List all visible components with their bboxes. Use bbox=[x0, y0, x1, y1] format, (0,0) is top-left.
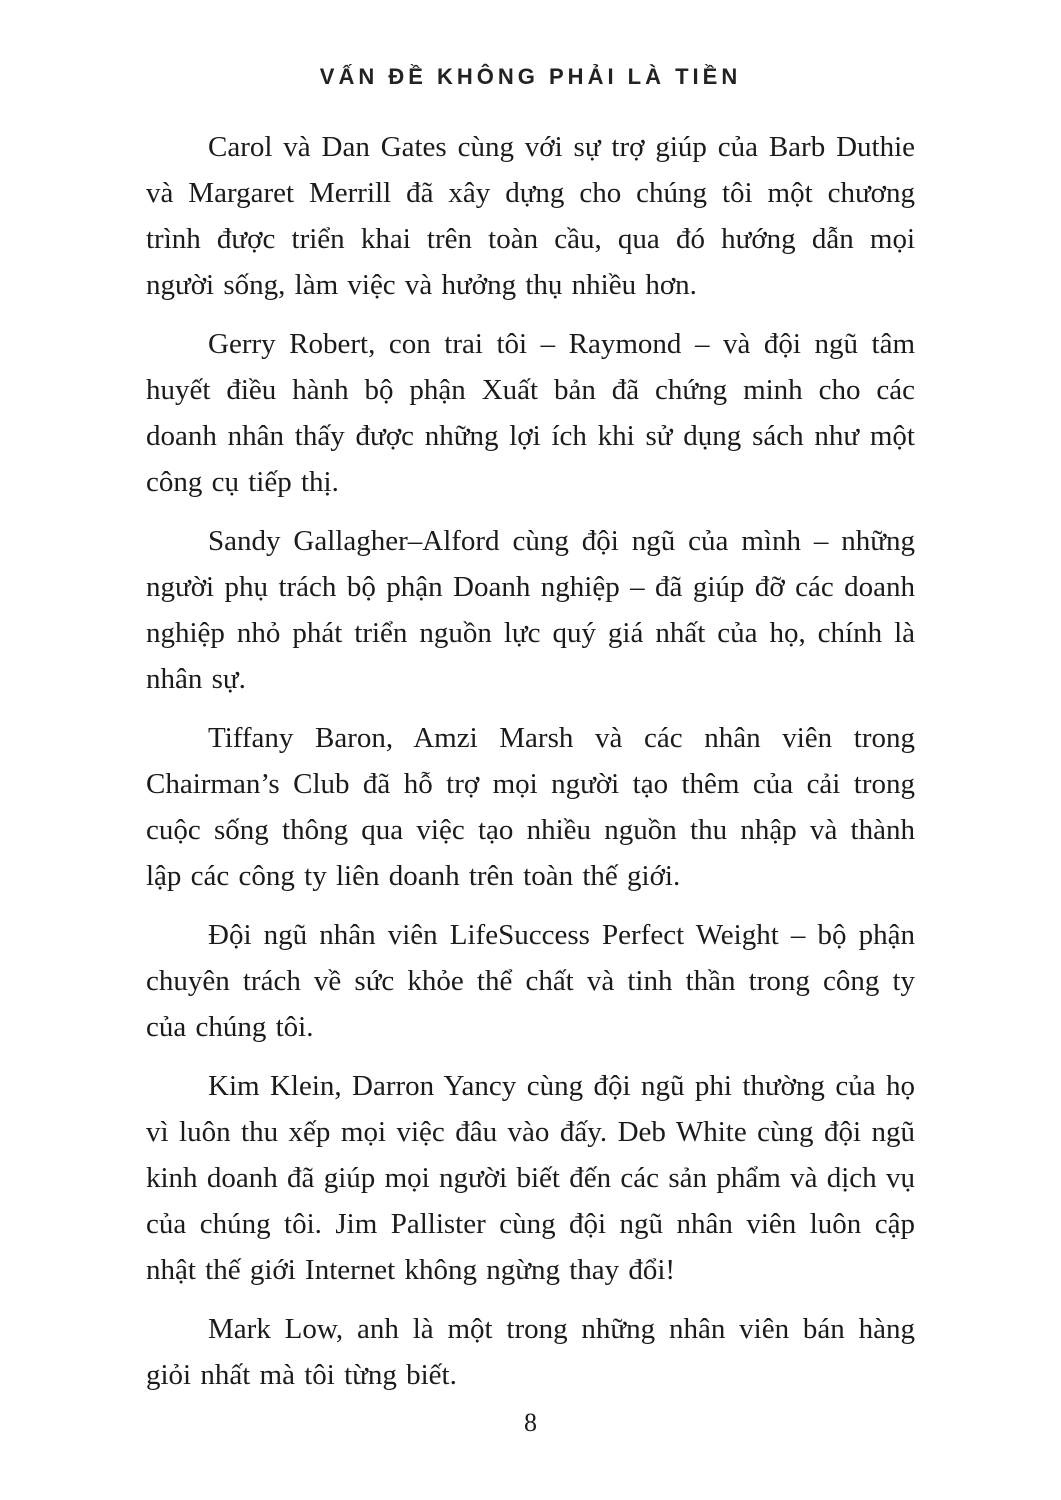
page-body bbox=[146, 124, 915, 1398]
paragraph: Tiffany Baron, Amzi Marsh và các nhân viên trong Chairman’s Club đã hỗ trợ mọi người tạo thêm của cải trong cuộc sống thông qua việc tạo nhiều nguồn thu nhập và thành lập các công ty liên doanh trên toàn thế giới. bbox=[146, 722, 915, 892]
paragraph: Mark Low, anh là một trong những nhân viên bán hàng giỏi nhất mà tôi từng biết. bbox=[146, 1313, 915, 1391]
paragraph: Gerry Robert, con trai tôi – Raymond – và đội ngũ tâm huyết điều hành bộ phận Xuất bản đã chứng minh cho các doanh nhân thấy được những lợi ích khi sử dụng sách như một công cụ tiếp thị. bbox=[146, 328, 915, 498]
paragraph: Đội ngũ nhân viên LifeSuccess Perfect Weight – bộ phận chuyên trách về sức khỏe thể chất và tinh thần trong công ty của chúng tôi. bbox=[146, 919, 915, 1043]
paragraph: Kim Klein, Darron Yancy cùng đội ngũ phi thường của họ vì luôn thu xếp mọi việc đâu vào đấy. Deb White cùng đội ngũ kinh doanh đã giúp mọi người biết đến các sản phẩm và dịch vụ của chúng tôi. Jim Pallister cùng đội ngũ nhân viên luôn cập nhật thế giới Internet không ngừng thay đổi! bbox=[146, 1070, 915, 1286]
paragraph: Carol và Dan Gates cùng với sự trợ giúp của Barb Duthie và Margaret Merrill đã xây dựng cho chúng tôi một chương trình được triển khai trên toàn cầu, qua đó hướng dẫn mọi người sống, làm việc và hưởng thụ nhiều hơn. bbox=[146, 131, 915, 301]
page-number: 8 bbox=[524, 1408, 537, 1437]
running-header: VẤN ĐỀ KHÔNG PHẢI LÀ TIỀN bbox=[319, 64, 742, 89]
paragraph: Sandy Gallagher–Alford cùng đội ngũ của mình – những người phụ trách bộ phận Doanh nghiệp – đã giúp đỡ các doanh nghiệp nhỏ phát triển nguồn lực quý giá nhất của họ, chính là nhân sự. bbox=[146, 525, 915, 695]
